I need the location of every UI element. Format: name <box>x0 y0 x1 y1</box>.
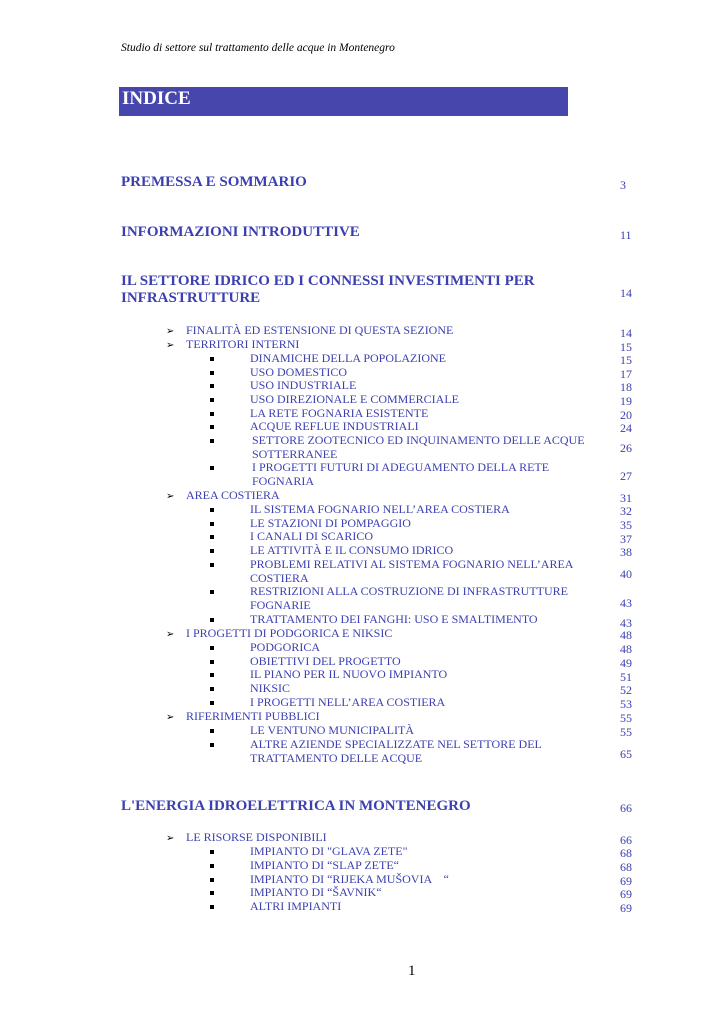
toc-page-number: 40 <box>620 567 632 581</box>
toc-page-number: 69 <box>620 901 632 915</box>
square-bullet-icon <box>210 563 214 567</box>
toc-page-number: 69 <box>620 887 632 901</box>
square-bullet-icon <box>210 412 214 416</box>
square-bullet-icon <box>210 522 214 526</box>
square-bullet-icon <box>210 425 214 429</box>
square-bullet-icon <box>210 743 214 747</box>
toc-page-number: 43 <box>620 616 632 630</box>
square-bullet-icon <box>210 398 214 402</box>
toc-page-number: 35 <box>620 518 632 532</box>
toc-page-number: 51 <box>620 670 632 684</box>
square-bullet-icon <box>210 371 214 375</box>
toc-page-number: 19 <box>620 394 632 408</box>
arrow-bullet-icon: ➢ <box>166 326 175 337</box>
toc-page-number: 31 <box>620 491 632 505</box>
square-bullet-icon <box>210 701 214 705</box>
toc-page-number: 69 <box>620 874 632 888</box>
square-bullet-icon <box>210 878 214 882</box>
toc-page-number: 15 <box>620 353 632 367</box>
toc-page-number: 26 <box>620 441 632 455</box>
document-header: Studio di settore sul trattamento delle acque in Montenegro <box>121 42 395 54</box>
toc-page-number: 20 <box>620 408 632 422</box>
square-bullet-icon <box>210 673 214 677</box>
toc-page-number: 43 <box>620 596 632 610</box>
toc-page-number: 3 <box>620 178 626 192</box>
index-title-bar <box>119 87 568 116</box>
toc-page-number: 37 <box>620 532 632 546</box>
toc-section-settore-idrico[interactable]: IL SETTORE IDRICO ED I CONNESSI INVESTIMENTI PER INFRASTRUTTURE <box>121 273 535 306</box>
square-bullet-icon <box>210 660 214 664</box>
square-bullet-icon <box>210 384 214 388</box>
page-number: 1 <box>408 963 416 979</box>
square-bullet-icon <box>210 891 214 895</box>
square-bullet-icon <box>210 549 214 553</box>
toc-section-energia[interactable]: L'ENERGIA IDROELETTRICA IN MONTENEGRO <box>121 798 471 814</box>
square-bullet-icon <box>210 646 214 650</box>
arrow-bullet-icon: ➢ <box>166 340 175 351</box>
square-bullet-icon <box>210 590 214 594</box>
arrow-bullet-icon: ➢ <box>166 629 175 640</box>
arrow-bullet-icon: ➢ <box>166 491 175 502</box>
toc-page-number: 14 <box>620 326 632 340</box>
square-bullet-icon <box>210 850 214 854</box>
toc-page-number: 11 <box>620 228 632 242</box>
toc-page-number: 66 <box>620 833 632 847</box>
toc-item-risorse[interactable]: ➢ LE RISORSE DISPONIBILI <box>166 830 327 844</box>
toc-item-territori-interni[interactable]: ➢ TERRITORI INTERNI <box>166 337 300 351</box>
toc-page-number: 18 <box>620 380 632 394</box>
toc-item-finalita[interactable]: ➢ FINALITÀ ED ESTENSIONE DI QUESTA SEZIONE <box>166 323 454 337</box>
toc-section-informazioni[interactable]: INFORMAZIONI INTRODUTTIVE <box>121 224 360 240</box>
square-bullet-icon <box>210 864 214 868</box>
toc-page-number: 55 <box>620 711 632 725</box>
toc-page-number: 38 <box>620 545 632 559</box>
toc-page-number: 24 <box>620 421 632 435</box>
arrow-bullet-icon: ➢ <box>166 833 175 844</box>
square-bullet-icon <box>210 618 214 622</box>
toc-page-number: 65 <box>620 747 632 761</box>
square-bullet-icon <box>210 439 214 443</box>
toc-item-area-costiera[interactable]: ➢ AREA COSTIERA <box>166 488 280 502</box>
toc-page-number: 68 <box>620 860 632 874</box>
index-title: INDICE <box>122 88 191 109</box>
toc-page-number: 48 <box>620 642 632 656</box>
toc-item-progetti-podgorica[interactable]: ➢ I PROGETTI DI PODGORICA E NIKSIC <box>166 626 393 640</box>
toc-page-number: 48 <box>620 628 632 642</box>
toc-page-number: 15 <box>620 340 632 354</box>
square-bullet-icon <box>210 535 214 539</box>
square-bullet-icon <box>210 729 214 733</box>
square-bullet-icon <box>210 357 214 361</box>
toc-page-number: 66 <box>620 801 632 815</box>
toc-item-riferimenti[interactable]: ➢ RIFERIMENTI PUBBLICI <box>166 709 320 723</box>
toc-page-number: 53 <box>620 697 632 711</box>
toc-section-premessa[interactable]: PREMESSA E SOMMARIO <box>121 174 307 190</box>
toc-page-number: 32 <box>620 504 632 518</box>
arrow-bullet-icon: ➢ <box>166 712 175 723</box>
toc-page-number: 49 <box>620 656 632 670</box>
toc-page-number: 68 <box>620 846 632 860</box>
square-bullet-icon <box>210 687 214 691</box>
toc-page-number: 17 <box>620 367 632 381</box>
square-bullet-icon <box>210 466 214 470</box>
square-bullet-icon <box>210 508 214 512</box>
toc-page-number: 52 <box>620 683 632 697</box>
toc-page-number: 14 <box>620 286 632 300</box>
square-bullet-icon <box>210 905 214 909</box>
toc-page-number: 55 <box>620 725 632 739</box>
toc-page-number: 27 <box>620 469 632 483</box>
